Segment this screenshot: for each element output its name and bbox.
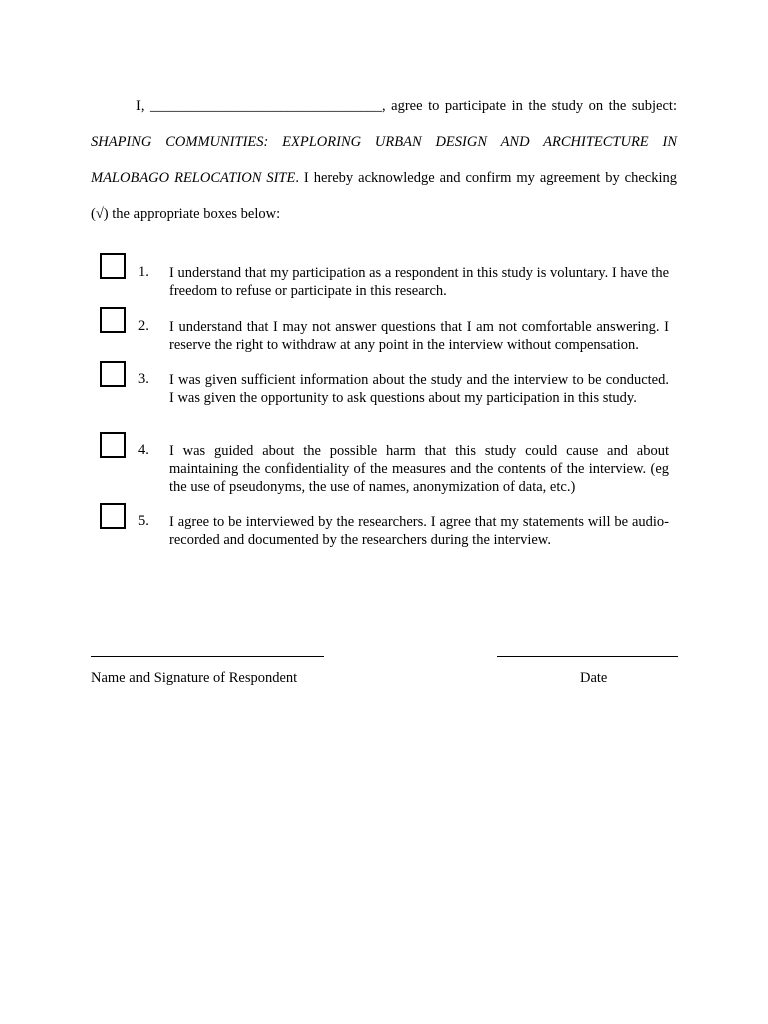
respondent-signature-label: Name and Signature of Respondent — [91, 670, 298, 686]
item-number: 5. — [138, 513, 149, 529]
intro-lead: I, — [136, 98, 145, 114]
checkbox-3[interactable] — [100, 361, 126, 387]
name-blank[interactable]: ________________________________ — [150, 98, 382, 114]
checkbox-4[interactable] — [100, 432, 126, 458]
item-number: 2. — [138, 318, 149, 334]
item-text: I agree to be interviewed by the researchers. I agree that my statements will be audio-recorded and documented by the researchers during the interview. — [169, 514, 669, 548]
item-text: I understand that my participation as a respondent in this study is voluntary. I have the freedom to refuse or participate in this research. — [169, 265, 670, 299]
item-number: 4. — [138, 442, 149, 458]
intro-text-1: , agree to participate in the study on the subject: — [382, 98, 677, 114]
respondent-signature-line[interactable] — [91, 656, 324, 657]
checkbox-1[interactable] — [100, 253, 126, 279]
item-number: 3. — [138, 371, 149, 387]
item-text: I was given sufficient information about the study and the interview to be conducted. I was given the opportunity to ask questions about my participation in this study. — [169, 372, 669, 406]
date-label: Date — [580, 670, 608, 686]
study-title: SHAPING COMMUNITIES: EXPLORING URBAN DESIGN AND ARCHITECTURE IN MALOBAGO RELOCATION SITE — [91, 134, 677, 186]
checkbox-2[interactable] — [100, 307, 126, 333]
item-number: 1. — [138, 264, 149, 280]
item-text: I was guided about the possible harm that this study could cause and about maintaining the confidentiality of the measures and the contents of the interview. (eg the use of pseudonyms, the use of names, anonymization of data, etc.) — [169, 443, 669, 495]
intro-text-2: . I hereby acknowledge and confirm my agreement by checking (√) the appropriate boxes below: — [91, 170, 678, 222]
date-signature-line[interactable] — [497, 656, 678, 657]
consent-statement — [91, 88, 677, 232]
checkbox-5[interactable] — [100, 503, 126, 529]
item-text: I understand that I may not answer questions that I am not comfortable answering. I reserve the right to withdraw at any point in the interview without compensation. — [169, 319, 669, 353]
